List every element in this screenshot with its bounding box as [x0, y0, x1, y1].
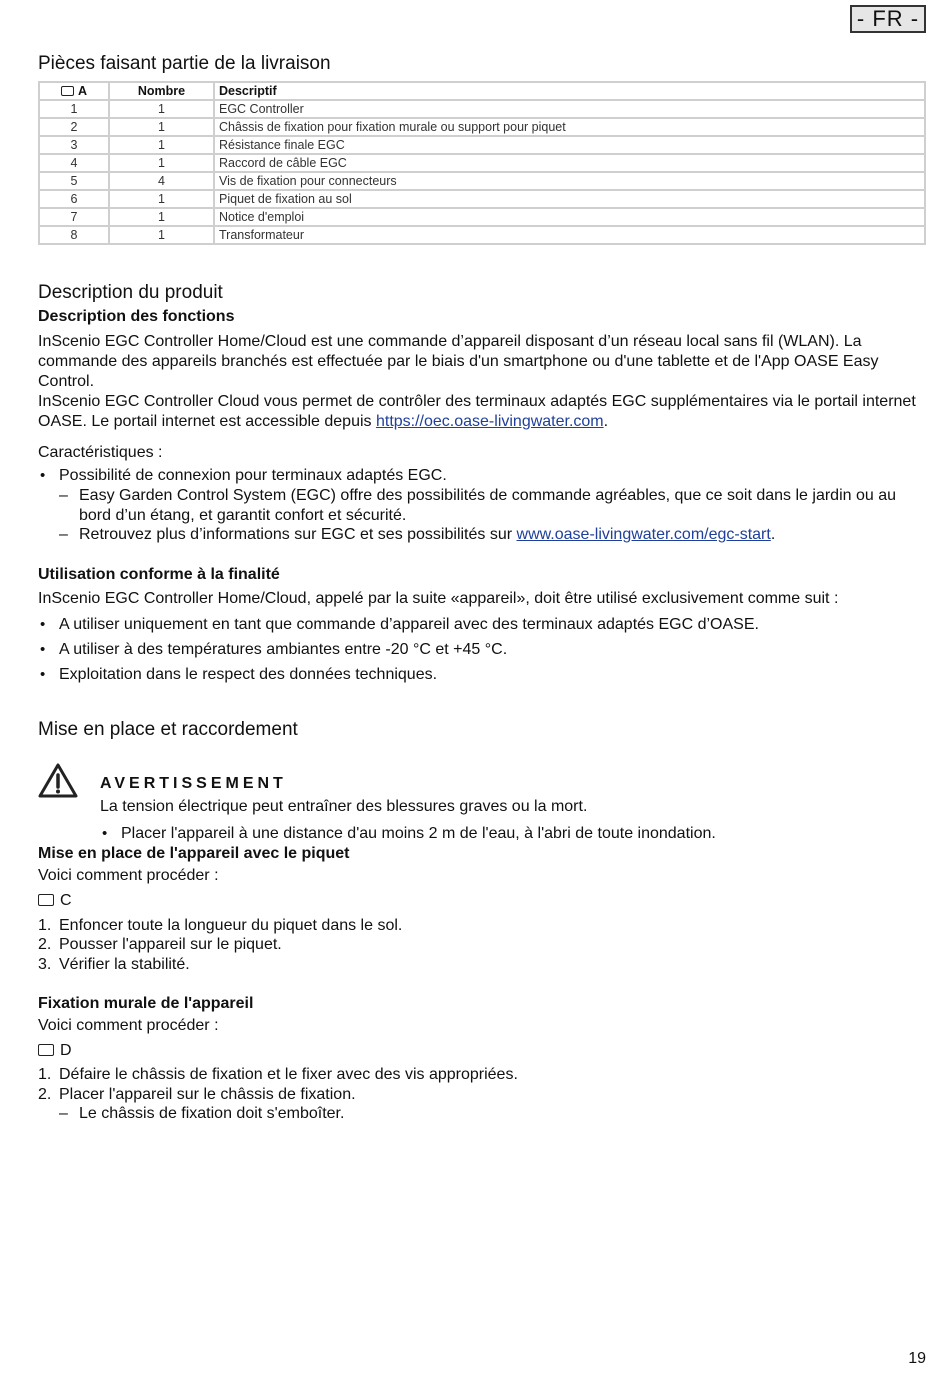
- list-item: 3. Vérifier la stabilité.: [38, 955, 190, 973]
- cell-nombre: 1: [109, 154, 214, 172]
- warning-text: La tension électrique peut entraîner des blessures graves ou la mort.: [100, 797, 588, 815]
- cell-a: 2: [39, 118, 109, 136]
- cell-nombre: 1: [109, 208, 214, 226]
- cell-descriptif: Résistance finale EGC: [214, 136, 925, 154]
- wall-sub-list: [38, 1104, 926, 1124]
- list-item: • A utiliser uniquement en tant que commande d’appareil avec des terminaux adaptés EGC d’OASE.: [38, 615, 926, 635]
- cell-descriptif: Raccord de câble EGC: [214, 154, 925, 172]
- figure-ref-icon: [61, 86, 74, 96]
- figure-ref-label: D: [60, 1042, 72, 1059]
- list-item: – Easy Garden Control System (EGC) offre des possibilités de commande agréables, que ce soit dans le jardin ou au bord d’un étang, et garantit confort et sécurité.: [38, 486, 926, 525]
- cell-a: 3: [39, 136, 109, 154]
- header-nombre: Nombre: [109, 82, 214, 100]
- cell-nombre: 1: [109, 136, 214, 154]
- parts-title: Pièces faisant partie de la livraison: [38, 53, 331, 74]
- table-row: [39, 100, 925, 118]
- features-sub-list: [38, 486, 926, 545]
- list-item: • Exploitation dans le respect des données techniques.: [38, 665, 926, 685]
- list-item: 2. Placer l'appareil sur le châssis de fixation.: [38, 1085, 356, 1103]
- cell-descriptif: Notice d'emploi: [214, 208, 925, 226]
- stake-intro: Voici comment procéder :: [38, 866, 219, 884]
- list-item: 2. Pousser l'appareil sur le piquet.: [38, 936, 282, 953]
- list-item: – Le châssis de fixation doit s'emboîter.: [38, 1104, 926, 1124]
- stake-steps: [38, 916, 926, 975]
- step-text: Pousser l'appareil sur le piquet.: [59, 936, 282, 953]
- egc-start-link[interactable]: www.oase-livingwater.com/egc-start: [516, 526, 771, 543]
- figure-ref-label: C: [60, 891, 72, 909]
- cell-a: 8: [39, 226, 109, 244]
- page-content: [38, 50, 926, 1124]
- table-row: [39, 172, 925, 190]
- step-text: Placer l'appareil sur le châssis de fixation.: [59, 1085, 356, 1103]
- list-item: [38, 525, 926, 545]
- cell-descriptif: Vis de fixation pour connecteurs: [214, 172, 925, 190]
- table-row: [39, 154, 925, 172]
- header-a: A: [39, 82, 109, 100]
- step-text: Défaire le châssis de fixation et le fixer avec des vis appropriées.: [59, 1066, 518, 1083]
- cell-nombre: 1: [109, 226, 214, 244]
- cell-nombre: 1: [109, 190, 214, 208]
- cell-descriptif: Châssis de fixation pour fixation murale ou support pour piquet: [214, 118, 925, 136]
- portal-link[interactable]: https://oec.oase-livingwater.com: [375, 413, 604, 430]
- table-row: [39, 136, 925, 154]
- header-descriptif: Descriptif: [214, 82, 925, 100]
- list-item: • A utiliser à des températures ambiantes entre -20 °C et +45 °C.: [38, 640, 926, 660]
- warning-text-block: [100, 773, 926, 844]
- list-item: 1. Défaire le châssis de fixation et le fixer avec des vis appropriées.: [38, 1066, 518, 1083]
- table-header-row: [39, 82, 925, 100]
- stake-figure-ref: [38, 891, 926, 911]
- table-row: [39, 208, 925, 226]
- features-label: Caractéristiques :: [38, 444, 163, 461]
- cell-descriptif: Piquet de fixation au sol: [214, 190, 925, 208]
- cell-descriptif: EGC Controller: [214, 100, 925, 118]
- wall-figure-ref: [38, 1041, 926, 1061]
- item-text: .: [770, 526, 776, 543]
- install-title: Mise en place et raccordement: [38, 718, 298, 740]
- figure-ref-icon: [38, 1044, 54, 1056]
- warning-title: AVERTISSEMENT: [100, 774, 287, 792]
- list-item: • Possibilité de connexion pour terminaux adaptés EGC.: [38, 466, 926, 486]
- paragraph-text: .: [603, 413, 609, 430]
- wall-steps: [38, 1065, 926, 1104]
- warning-list: [100, 824, 926, 844]
- features-list: [38, 466, 926, 486]
- figure-ref-icon: [38, 894, 54, 906]
- stake-title: Mise en place de l'appareil avec le piquet: [38, 844, 350, 862]
- cell-descriptif: Transformateur: [214, 226, 925, 244]
- cell-a: 6: [39, 190, 109, 208]
- functions-title: Description des fonctions: [38, 308, 235, 325]
- cell-nombre: 1: [109, 118, 214, 136]
- table-row: [39, 190, 925, 208]
- step-text: Enfoncer toute la longueur du piquet dans le sol.: [59, 916, 403, 934]
- warning-block: [38, 763, 926, 842]
- list-item: • Placer l'appareil à une distance d'au moins 2 m de l'eau, à l'abri de toute inondation.: [100, 824, 926, 844]
- cell-a: 1: [39, 100, 109, 118]
- wall-intro: Voici comment procéder :: [38, 1017, 219, 1034]
- product-paragraph-1: InScenio EGC Controller Home/Cloud est une commande d’appareil disposant d’un réseau local sans fil (WLAN). La commande des appareils branchés est effectuée par le biais d'un smartphone ou d'une tablette et de l'App OASE Easy Control.: [38, 333, 879, 390]
- paragraph-text: InScenio EGC Controller Cloud vous permet de contrôler des terminaux adaptés EGC supplémentaires via le portail internet OASE. Le portail internet est accessible depuis: [38, 393, 916, 430]
- table-row: [39, 118, 925, 136]
- product-title: Description du produit: [38, 282, 223, 303]
- page-number: 19: [908, 1350, 926, 1367]
- step-text: Vérifier la stabilité.: [59, 955, 190, 973]
- parts-table: [38, 81, 926, 245]
- language-badge: - FR -: [850, 5, 926, 33]
- usage-intro: InScenio EGC Controller Home/Cloud, appelé par la suite «appareil», doit être utilisé exclusivement comme suit :: [38, 589, 839, 607]
- usage-title: Utilisation conforme à la finalité: [38, 565, 280, 583]
- wall-title: Fixation murale de l'appareil: [38, 995, 254, 1012]
- cell-a: 4: [39, 154, 109, 172]
- cell-a: 7: [39, 208, 109, 226]
- warning-triangle-icon: [38, 763, 78, 799]
- cell-a: 5: [39, 172, 109, 190]
- cell-nombre: 4: [109, 172, 214, 190]
- table-row: [39, 226, 925, 244]
- product-paragraph-2: [38, 392, 926, 432]
- item-text: Retrouvez plus d’informations sur EGC et ses possibilités sur: [79, 526, 517, 543]
- usage-list: [38, 615, 926, 685]
- list-item: 1. Enfoncer toute la longueur du piquet dans le sol.: [38, 916, 403, 934]
- cell-nombre: 1: [109, 100, 214, 118]
